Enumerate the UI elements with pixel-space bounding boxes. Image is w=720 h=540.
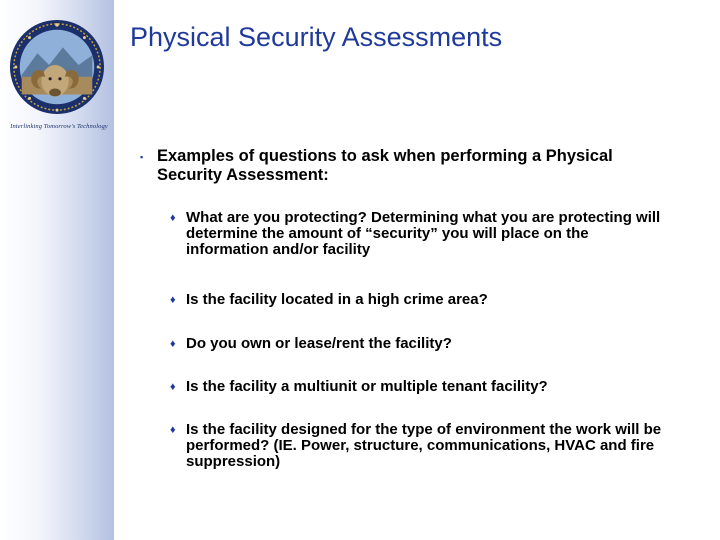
diamond-bullet-icon: ♦ (170, 338, 176, 350)
sub-point-text: What are you protecting? Determining what you are protecting will determine the amount of “security” you will place on the information and/or facility (186, 209, 661, 258)
diamond-bullet-icon: ♦ (170, 212, 176, 224)
diamond-bullet-icon: ♦ (170, 381, 176, 393)
diamond-bullet-icon: ♦ (170, 424, 176, 436)
sidebar-gradient (0, 0, 114, 540)
square-bullet-icon: ▪ (140, 152, 144, 162)
ram-seal-logo-icon (8, 16, 106, 118)
diamond-bullet-icon: ♦ (170, 294, 176, 306)
main-point-text: Examples of questions to ask when performing a Physical Security Assessment: (157, 147, 613, 184)
sub-point-text: Is the facility located in a high crime area? (186, 291, 488, 308)
sub-point-text: Do you own or lease/rent the facility? (186, 335, 452, 352)
slide-title: Physical Security Assessments (130, 22, 503, 52)
sub-point-text: Is the facility a multiunit or multiple tenant facility? (186, 378, 548, 395)
logo-caption: Interlinking Tomorrow's Technology (10, 123, 108, 130)
sub-point-text: Is the facility designed for the type of environment the work will be performed? (IE. Power, structure, communications, HVAC and fire suppression) (186, 421, 662, 470)
